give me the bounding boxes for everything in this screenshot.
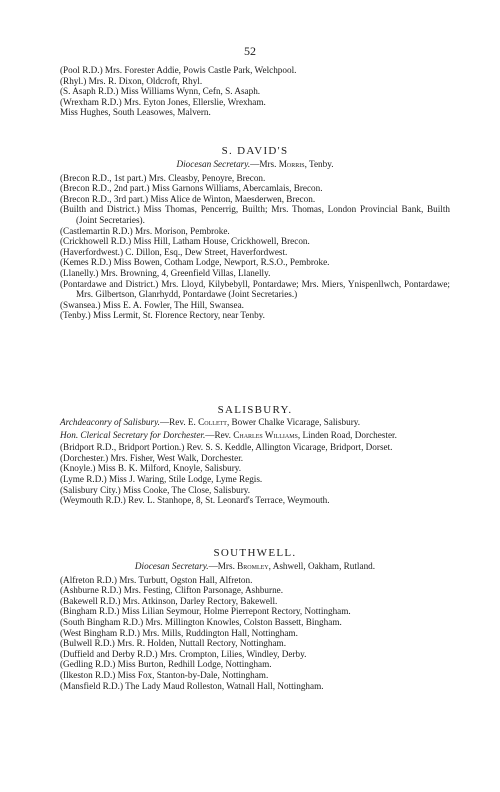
list-item: (S. Asaph R.D.) Miss Williams Wynn, Cefn, S. Asaph.: [60, 86, 261, 97]
secretary-name: Morris: [278, 159, 305, 169]
clerical-secretary: Hon. Clerical Secretary for Dorchester.—Rev. Charles Williams, Linden Road, Dorchester.: [60, 429, 397, 440]
list-item: (South Bingham R.D.) Mrs. Millington Knowles, Colston Bassett, Bingham.: [60, 616, 342, 627]
list-item: (Pool R.D.) Mrs. Forester Addie, Powis Castle Park, Welchpool.: [60, 65, 297, 75]
section-southwell: [60, 546, 450, 691]
list-item: (Brecon R.D., 1st part.) Mrs. Cleasby, Penoyre, Brecon.: [60, 172, 266, 183]
list-item: (Lyme R.D.) Miss J. Waring, Stile Lodge, Lyme Regis.: [60, 473, 263, 484]
list-item: (Ilkeston R.D.) Miss Fox, Stanton-by-Dale, Nottingham.: [60, 669, 269, 680]
secretary-name: Collett: [198, 417, 227, 427]
section-heading: S. DAVID'S: [221, 145, 289, 157]
section-salisbury: [60, 403, 450, 506]
list-item: (Duffield and Derby R.D.) Mrs. Crompton, Lilies, Windley, Derby.: [60, 648, 307, 659]
archdeaconry-secretary: Archdeaconry of Salisbury.—Rev. E. Collett, Bower Chalke Vicarage, Salisbury.: [60, 417, 361, 427]
list-item: (Wrexham R.D.) Mrs. Eyton Jones, Ellerslie, Wrexham.: [60, 96, 266, 107]
list-item: (Bakewell R.D.) Mrs. Atkinson, Darley Rectory, Bakewell.: [60, 595, 278, 606]
list-item: (Castlemartin R.D.) Mrs. Morison, Pembroke.: [60, 225, 230, 236]
list-item: (Swansea.) Miss E. A. Fowler, The Hill, Swansea.: [60, 299, 244, 310]
list-item: (Crickhowell R.D.) Miss Hill, Latham House, Crickhowell, Brecon.: [60, 236, 310, 247]
secretary-name: Bromley: [237, 561, 269, 571]
list-item: (Mansfield R.D.) The Lady Maud Rolleston, Watnall Hall, Nottingham.: [60, 680, 324, 691]
list-item: (Brecon R.D., 2nd part.) Miss Garnons Williams, Abercamlais, Brecon.: [60, 183, 323, 194]
list-item: (Alfreton R.D.) Mrs. Turbutt, Ogston Hall, Alfreton.: [60, 574, 253, 585]
list-item: (Bingham R.D.) Miss Lilian Seymour, Holme Pierrepont Rectory, Nottingham.: [60, 606, 351, 617]
secretary-name: Charles Williams: [233, 429, 298, 440]
secretary-role: Archdeaconry of Salisbury.: [60, 417, 160, 427]
diocesan-secretary: Diocesan Secretary.—Mrs. Morris, Tenby.: [176, 159, 334, 169]
list-item: (Llanelly.) Mrs. Browning, 4, Greenfield Villas, Llanelly.: [60, 267, 271, 278]
list-item: (Tenby.) Miss Lermit, St. Florence Rectory, near Tenby.: [60, 310, 265, 321]
list-item: (West Bingham R.D.) Mrs. Mills, Ruddington Hall, Nottingham.: [60, 627, 298, 638]
list-item: (Pontardawe and District.) Mrs. Lloyd, Kilybebyll, Pontardawe; Mrs. Miers, Ynispenllwch, Pontardawe; Mrs. Gilbertson, Glanrhydd, Pontardawe (Joint Secretaries.): [60, 278, 450, 300]
list-item: (Dorchester.) Mrs. Fisher, West Walk, Dorchester.: [60, 452, 244, 463]
list-item: (Brecon R.D., 3rd part.) Miss Alice de Winton, Maesderwen, Brecon.: [60, 193, 316, 204]
section-heading: SOUTHWELL.: [213, 547, 297, 559]
list-item: (Gedling R.D.) Miss Burton, Redhill Lodge, Nottingham.: [60, 659, 272, 670]
list-item: (Knoyle.) Miss B. K. Milford, Knoyle, Salisbury.: [60, 463, 242, 474]
list-item: (Bulwell R.D.) Mrs. R. Holden, Nuttall Rectory, Nottingham.: [60, 638, 287, 649]
list-item: (Weymouth R.D.) Rev. L. Stanhope, 8, St. Leonard's Terrace, Weymouth.: [60, 495, 330, 506]
intro-entries: [60, 65, 450, 118]
secretary-role: Diocesan Secretary.: [176, 159, 251, 169]
diocesan-secretary: Diocesan Secretary.—Mrs. Bromley, Ashwell, Oakham, Rutland.: [134, 561, 376, 571]
secretary-role: Diocesan Secretary.: [134, 561, 209, 571]
list-item: (Kemes R.D.) Miss Bowen, Cotham Lodge, Newport, R.S.O., Pembroke.: [60, 257, 330, 268]
secretary-role: Hon. Clerical Secretary for Dorchester.: [60, 429, 206, 440]
list-item: (Rhyl.) Mrs. R. Dixon, Oldcroft, Rhyl.: [60, 75, 203, 86]
section-s-davids: [60, 144, 450, 321]
list-item: (Ashburne R.D.) Mrs. Festing, Clifton Parsonage, Ashburne.: [60, 585, 284, 596]
list-item: (Haverfordwest.) C. Dillon, Esq., Dew Street, Haverfordwest.: [60, 246, 288, 257]
list-item: (Bridport R.D., Bridport Portion.) Rev. S. S. Keddle, Allington Vicarage, Bridport, Dorset.: [60, 442, 393, 453]
page-number: 52: [244, 44, 256, 58]
section-heading: SALISBURY.: [217, 404, 293, 416]
list-item: (Salisbury City.) Miss Cooke, The Close, Salisbury.: [60, 484, 251, 495]
list-item: (Builth and District.) Miss Thomas, Pencerrig, Builth; Mrs. Thomas, London Provincial Bank, Builth (Joint Secretaries).: [60, 204, 450, 225]
list-item: Miss Hughes, South Leasowes, Malvern.: [60, 107, 211, 118]
